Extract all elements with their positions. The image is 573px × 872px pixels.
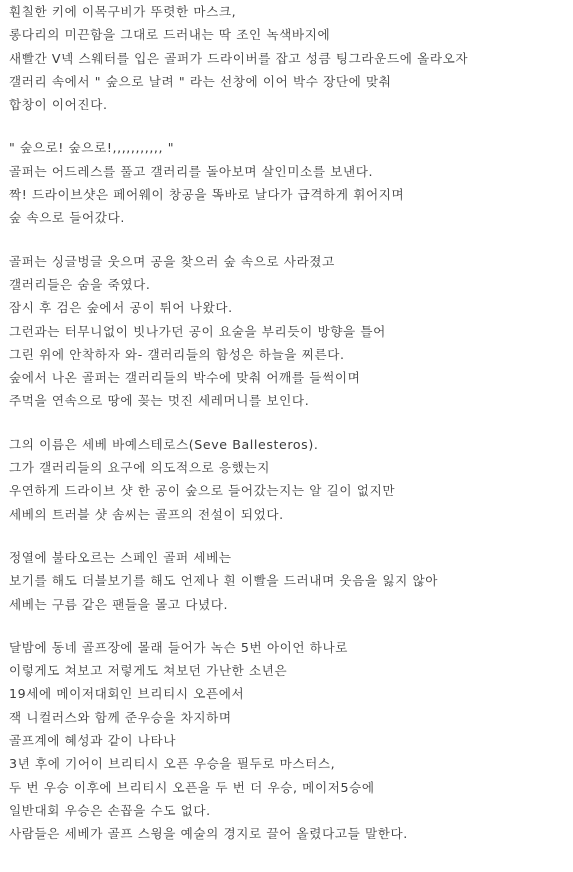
text-line: 그린 위에 안착하자 와- 갤러리들의 함성은 하늘을 찌른다. bbox=[9, 346, 345, 362]
paragraph-4 bbox=[9, 433, 569, 526]
text-line: 골프계에 혜성과 같이 나타나 bbox=[9, 733, 176, 749]
paragraph-1 bbox=[9, 0, 569, 116]
text-line: 사람들은 세베가 골프 스윙을 예술의 경지로 끌어 올렸다고들 말한다. bbox=[9, 826, 408, 842]
text-line: 숲 속으로 들어갔다. bbox=[9, 210, 125, 226]
text-line: 우연하게 드라이브 샷 한 공이 숲으로 들어갔는지는 알 길이 없지만 bbox=[9, 483, 396, 499]
text-line: 짝! 드라이브샷은 페어웨이 창공을 똑바로 날다가 급격하게 휘어지며 bbox=[9, 187, 405, 203]
text-line: 그가 갤러리들의 요구에 의도적으로 응했는지 bbox=[9, 460, 270, 476]
text-line: 골퍼는 싱글벙글 웃으며 공을 찾으러 숲 속으로 사라졌고 bbox=[9, 253, 335, 269]
paragraph-2 bbox=[9, 136, 569, 229]
text-line: 보기를 해도 더블보기를 해도 언제나 흰 이빨을 드러내며 웃음을 잃지 않아 bbox=[9, 573, 438, 589]
text-line: 골퍼는 어드레스를 풀고 갤러리를 돌아보며 살인미소를 보낸다. bbox=[9, 163, 374, 179]
text-line: 3년 후에 기어이 브리티시 오픈 우승을 필두로 마스터스, bbox=[9, 756, 336, 772]
text-line: 롱다리의 미끈함을 그대로 드러내는 딱 조인 녹색바지에 bbox=[9, 27, 331, 43]
text-line: " 숲으로! 숲으로!,,,,,,,,,,, " bbox=[9, 140, 175, 156]
text-line: 그런과는 터무니없이 빗나가던 공이 요술을 부리듯이 방향을 틀어 bbox=[9, 323, 386, 339]
paragraph-6 bbox=[9, 636, 569, 846]
text-line: 합창이 이어진다. bbox=[9, 97, 108, 113]
text-line: 세베의 트러블 샷 솜씨는 골프의 전설이 되었다. bbox=[9, 506, 284, 522]
text-line: 일반대회 우승은 손꼽을 수도 없다. bbox=[9, 802, 211, 818]
text-line: 그의 이름은 세베 바예스테로스(Seve Ballesteros). bbox=[9, 436, 319, 452]
text-line: 잠시 후 검은 숲에서 공이 튀어 나왔다. bbox=[9, 300, 233, 316]
text-line: 달밤에 동네 골프장에 몰래 들어가 녹슨 5번 아이언 하나로 bbox=[9, 639, 349, 655]
text-line: 잭 니컬러스와 함께 준우승을 차지하며 bbox=[9, 709, 232, 725]
text-line: 갤러리들은 숨을 죽였다. bbox=[9, 276, 151, 292]
article-text bbox=[9, 0, 569, 846]
text-line: 두 번 우승 이후에 브리티시 오픈을 두 번 더 우승, 메이저5승에 bbox=[9, 779, 375, 795]
paragraph-3 bbox=[9, 250, 569, 413]
text-line: 정열에 불타오르는 스페인 골퍼 세베는 bbox=[9, 549, 232, 565]
text-line: 새빨간 V넥 스웨터를 입은 골퍼가 드라이버를 잡고 성큼 팅그라운드에 올라오자 bbox=[9, 50, 469, 66]
text-line: 세베는 구름 같은 팬들을 몰고 다녔다. bbox=[9, 596, 229, 612]
text-line: 19세에 메이저대회인 브리티시 오픈에서 bbox=[9, 686, 245, 702]
text-line: 갤러리 속에서 " 숲으로 날려 " 라는 선창에 이어 박수 장단에 맞춰 bbox=[9, 73, 392, 89]
text-line: 주먹을 연속으로 땅에 꽂는 멋진 세레머니를 보인다. bbox=[9, 393, 310, 409]
text-line: 이렇게도 쳐보고 저렇게도 쳐보던 가난한 소년은 bbox=[9, 663, 288, 679]
text-line: 숲에서 나온 골퍼는 갤러리들의 박수에 맞춰 어깨를 들썩이며 bbox=[9, 370, 361, 386]
text-line: 훤칠한 키에 이목구비가 뚜렷한 마스크, bbox=[9, 4, 237, 19]
paragraph-5 bbox=[9, 546, 569, 616]
